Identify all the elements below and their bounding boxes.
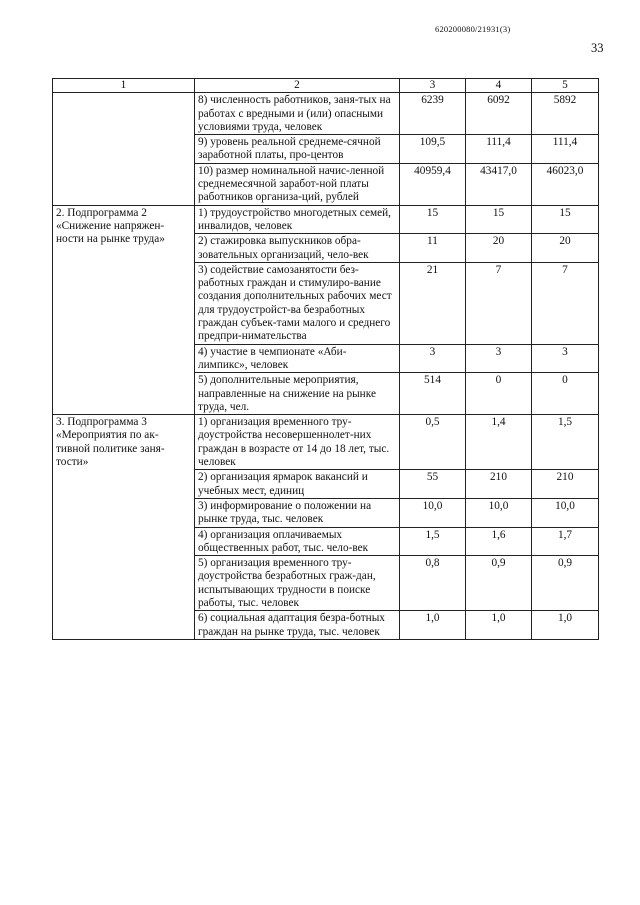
value-cell: 1,7	[532, 527, 599, 556]
value-cell: 0,5	[400, 415, 466, 470]
indicator-cell: 1) организация временного тру-доустройства несовершеннолет-них граждан в возрасте от 14 до 18 лет, тыс. человек	[195, 415, 400, 470]
value-cell: 111,4	[532, 135, 599, 164]
value-cell: 43417,0	[466, 163, 532, 205]
value-cell: 3	[466, 344, 532, 373]
value-cell: 1,4	[466, 415, 532, 470]
value-cell: 21	[400, 262, 466, 344]
value-cell: 0	[532, 373, 599, 415]
value-cell: 0,9	[532, 556, 599, 611]
indicator-cell: 5) организация временного тру-доустройства безработных граж-дан, испытывающих трудности в поиске работы, тыс. человек	[195, 556, 400, 611]
indicator-cell: 8) численность работников, заня-тых на работах с вредными и (или) опасными условиями труда, человек	[195, 93, 400, 135]
value-cell: 20	[466, 234, 532, 263]
subprogram-cell: 2. Подпрограмма 2 «Снижение напряжен-ности на рынке труда»	[53, 205, 195, 414]
table-row	[53, 93, 599, 135]
column-header: 4	[466, 79, 532, 93]
value-cell: 1,5	[532, 415, 599, 470]
page-number: 33	[591, 41, 604, 55]
indicator-cell: 5) дополнительные мероприятия, направленные на снижение на рынке труда, чел.	[195, 373, 400, 415]
column-header-row	[53, 79, 599, 93]
value-cell: 10,0	[400, 498, 466, 527]
value-cell: 210	[532, 470, 599, 499]
value-cell: 210	[466, 470, 532, 499]
value-cell: 109,5	[400, 135, 466, 164]
indicator-cell: 10) размер номинальной начис-ленной среднемесячной заработ-ной платы работников организа-ций, рублей	[195, 163, 400, 205]
indicator-cell: 2) организация ярмарок вакансий и учебных мест, единиц	[195, 470, 400, 499]
value-cell: 7	[532, 262, 599, 344]
value-cell: 11	[400, 234, 466, 263]
table-row	[53, 205, 599, 234]
indicator-cell: 2) стажировка выпускников обра-зовательных организаций, чело-век	[195, 234, 400, 263]
value-cell: 3	[532, 344, 599, 373]
value-cell: 6239	[400, 93, 466, 135]
value-cell: 15	[400, 205, 466, 234]
value-cell: 55	[400, 470, 466, 499]
indicator-cell: 4) организация оплачиваемых общественных работ, тыс. чело-век	[195, 527, 400, 556]
value-cell: 1,0	[400, 611, 466, 640]
indicator-cell: 1) трудоустройство многодетных семей, инвалидов, человек	[195, 205, 400, 234]
value-cell: 5892	[532, 93, 599, 135]
value-cell: 15	[466, 205, 532, 234]
value-cell: 10,0	[532, 498, 599, 527]
indicator-cell: 4) участие в чемпионате «Аби-лимпикс», человек	[195, 344, 400, 373]
column-header: 5	[532, 79, 599, 93]
table-body	[53, 79, 599, 640]
value-cell: 0	[466, 373, 532, 415]
subprogram-cell	[53, 93, 195, 205]
value-cell: 1,6	[466, 527, 532, 556]
indicator-cell: 3) содействие самозанятости без-работных граждан и стимулиро-вание создания дополнительных рабочих мест для трудоустройст-ва безработных граждан субъек-тами малого и среднего предпри-нимательства	[195, 262, 400, 344]
value-cell: 0,9	[466, 556, 532, 611]
value-cell: 1,0	[532, 611, 599, 640]
value-cell: 20	[532, 234, 599, 263]
indicators-table	[52, 78, 599, 640]
value-cell: 10,0	[466, 498, 532, 527]
value-cell: 514	[400, 373, 466, 415]
value-cell: 6092	[466, 93, 532, 135]
value-cell: 111,4	[466, 135, 532, 164]
value-cell: 40959,4	[400, 163, 466, 205]
value-cell: 46023,0	[532, 163, 599, 205]
indicator-cell: 6) социальная адаптация безра-ботных граждан на рынке труда, тыс. человек	[195, 611, 400, 640]
column-header: 1	[53, 79, 195, 93]
value-cell: 15	[532, 205, 599, 234]
indicator-cell: 9) уровень реальной среднеме-сячной заработной платы, про-центов	[195, 135, 400, 164]
value-cell: 1,5	[400, 527, 466, 556]
value-cell: 1,0	[466, 611, 532, 640]
value-cell: 3	[400, 344, 466, 373]
document-code: 620200080/21931(3)	[435, 24, 511, 34]
column-header: 3	[400, 79, 466, 93]
column-header: 2	[195, 79, 400, 93]
subprogram-cell: 3. Подпрограмма 3 «Мероприятия по ак-тивной политике заня-тости»	[53, 415, 195, 640]
value-cell: 0,8	[400, 556, 466, 611]
table-row	[53, 415, 599, 470]
value-cell: 7	[466, 262, 532, 344]
indicator-cell: 3) информирование о положении на рынке труда, тыс. человек	[195, 498, 400, 527]
